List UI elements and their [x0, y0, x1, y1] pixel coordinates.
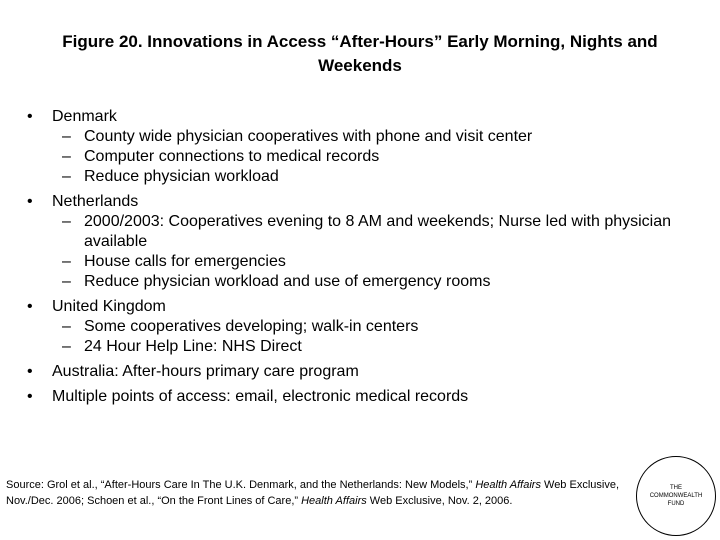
- source-middle: Web Exclusive, Nov./Dec. 2006; Schoen et al., “On the Front Lines of Care,”: [6, 479, 620, 507]
- dash-glyph: –: [62, 128, 71, 145]
- dash-glyph: –: [62, 273, 71, 290]
- bullet-glyph: •: [27, 193, 33, 210]
- list-item-multiple-points: [27, 387, 707, 407]
- sub-item: [52, 167, 707, 187]
- list-item-australia: [27, 362, 707, 382]
- journal-name: Health Affairs: [301, 495, 367, 507]
- bullet-glyph: •: [27, 388, 33, 405]
- page-title: [0, 30, 720, 78]
- sub-list: [52, 127, 707, 187]
- sub-item: [52, 127, 707, 147]
- source-citation: [6, 477, 646, 509]
- logo-line-2: COMMONWEALTH: [649, 493, 703, 499]
- journal-name: Health Affairs: [475, 479, 541, 491]
- source-suffix: Web Exclusive, Nov. 2, 2006.: [366, 495, 513, 507]
- sub-item-label: 24 Hour Help Line: NHS Direct: [84, 338, 302, 355]
- logo-line-3: FUND: [667, 501, 685, 507]
- sub-item-label: 2000/2003: Cooperatives evening to 8 AM and weekends; Nurse led with physician available: [84, 213, 672, 250]
- item-label: Netherlands: [52, 193, 139, 210]
- item-label: Multiple points of access: email, electronic medical records: [52, 388, 469, 405]
- title-line-1: Figure 20. Innovations in Access “After-Hours” Early Morning, Nights and: [62, 32, 658, 51]
- sub-item: [52, 272, 707, 292]
- bullet-glyph: •: [27, 363, 33, 380]
- sub-item: [52, 337, 707, 357]
- bullet-glyph: •: [27, 108, 33, 125]
- dash-glyph: –: [62, 148, 71, 165]
- sub-item-label: Reduce physician workload: [84, 168, 279, 185]
- sub-item-label: Some cooperatives developing; walk-in centers: [84, 318, 419, 335]
- sub-item: [52, 252, 707, 272]
- sub-item-label: House calls for emergencies: [84, 253, 286, 270]
- dash-glyph: –: [62, 213, 71, 230]
- commonwealth-fund-logo: [636, 456, 716, 536]
- list-item-denmark: [27, 107, 707, 187]
- bullet-list: [27, 107, 707, 407]
- dash-glyph: –: [62, 338, 71, 355]
- sub-list: [52, 317, 707, 357]
- sub-item: [52, 212, 707, 252]
- item-label: Australia: After-hours primary care program: [52, 363, 359, 380]
- sub-item: [52, 317, 707, 337]
- logo-line-1: THE: [670, 485, 682, 491]
- item-label: Denmark: [52, 108, 117, 125]
- sub-item: [52, 147, 707, 167]
- dash-glyph: –: [62, 168, 71, 185]
- sub-list: [52, 212, 707, 292]
- dash-glyph: –: [62, 253, 71, 270]
- list-item-netherlands: [27, 192, 707, 292]
- sub-item-label: Computer connections to medical records: [84, 148, 380, 165]
- list-item-united-kingdom: [27, 297, 707, 357]
- dash-glyph: –: [62, 318, 71, 335]
- source-prefix: Source: Grol et al., “After-Hours Care In The U.K. Denmark, and the Netherlands: New Models,”: [6, 479, 476, 491]
- sub-item-label: County wide physician cooperatives with phone and visit center: [84, 128, 533, 145]
- item-label: United Kingdom: [52, 298, 166, 315]
- bullet-glyph: •: [27, 298, 33, 315]
- title-line-2: Weekends: [318, 56, 402, 75]
- sub-item-label: Reduce physician workload and use of emergency rooms: [84, 273, 491, 290]
